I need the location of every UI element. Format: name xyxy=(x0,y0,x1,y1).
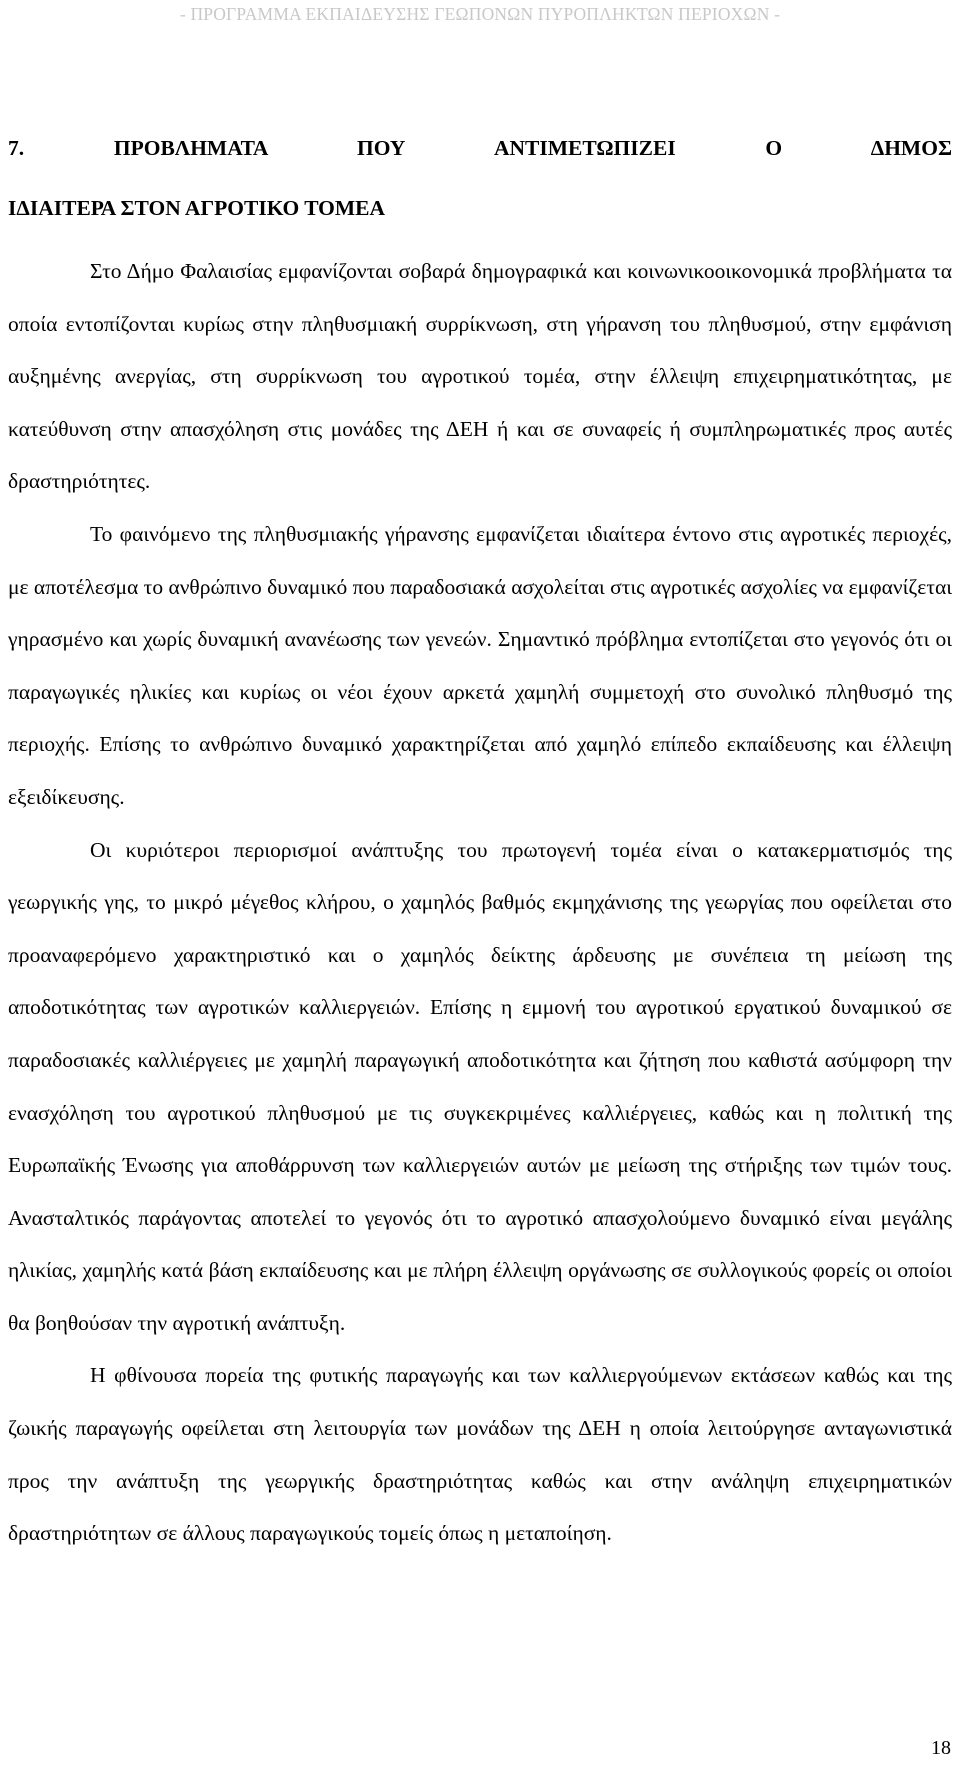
paragraph-1: Στο Δήμο Φαλαισίας εμφανίζονται σοβαρά δημογραφικά και κοινωνικοοικονομικά προβλήματα τα οποία εντοπίζονται κυρίως στην πληθυσμιακή συρρίκνωση, στη γήρανση του πληθυσμού, στην εμφάνιση αυξημένης ανεργίας, στη συρρίκνωση του αγροτικού τομέα, στην έλλειψη επιχειρηματικότητας, με κατεύθυνση στην απασχόληση στις μονάδες της ΔΕΗ ή και σε συναφείς ή συμπληρωματικές προς αυτές δραστηριότητες. xyxy=(8,259,952,494)
section-heading-line-2: ΙΔΙΑΙΤΕΡΑ ΣΤΟΝ ΑΓΡΟΤΙΚΟ ΤΟΜΕΑ xyxy=(8,196,386,220)
section-heading-line-1: 7. ΠΡΟΒΛΗΜΑΤΑ ΠΟΥ ΑΝΤΙΜΕΤΩΠΙΖΕΙ Ο ΔΗΜΟΣ xyxy=(8,136,952,160)
paragraph-2: Το φαινόμενο της πληθυσμιακής γήρανσης εμφανίζεται ιδιαίτερα έντονο στις αγροτικές περιοχές, με αποτέλεσμα το ανθρώπινο δυναμικό που παραδοσιακά ασχολείται στις αγροτικές ασχολίες να εμφανίζεται γηρασμένο και χωρίς δυναμική ανανέωσης των γενεών. Σημαντικό πρόβλημα εντοπίζεται στο γεγονός ότι οι παραγωγικές ηλικίες και κυρίως οι νέοι έχουν αρκετά χαμηλή συμμετοχή στο συνολικό πληθυσμό της περιοχής. Επίσης το ανθρώπινο δυναμικό χαρακτηρίζεται από χαμηλό επίπεδο εκπαίδευσης και έλλειψη εξειδίκευσης. xyxy=(8,521,953,809)
paragraph-4: Η φθίνουσα πορεία της φυτικής παραγωγής και των καλλιεργούμενων εκτάσεων καθώς και της ζωικής παραγωγής οφείλεται στη λειτουργία των μονάδων της ΔΕΗ η οποία λειτούργησε ανταγωνιστικά προς την ανάπτυξη της γεωργικής δραστηριότητας καθώς και στην ανάληψη επιχειρηματικών δραστηριότητων σε άλλους παραγωγικούς τομείς όπως η μεταποίηση. xyxy=(8,1363,952,1546)
page-number: 18 xyxy=(931,1737,951,1759)
running-header: - ΠΡΟΓΡΑΜΜΑ ΕΚΠΑΙΔΕΥΣΗΣ ΓΕΩΠΟΝΩΝ ΠΥΡΟΠΛΗΚΤΩΝ ΠΕΡΙΟΧΩΝ - xyxy=(179,4,781,24)
page-content xyxy=(8,118,952,1560)
paragraph-3: Οι κυριότεροι περιορισμοί ανάπτυξης του πρωτογενή τομέα είναι ο κατακερματισμός της γεωργικής γης, το μικρό μέγεθος κλήρου, ο χαμηλός βαθμός εκμηχάνισης της γεωργίας που οφείλεται στο προαναφερόμενο χαρακτηριστικό και ο χαμηλός δείκτης άρδευσης με συνέπεια τη μείωση της αποδοτικότητας των αγροτικών καλλιεργειών. Επίσης η εμμονή του αγροτικού εργατικού δυναμικού σε παραδοσιακές καλλιέργειες με χαμηλή παραγωγική αποδοτικότητα και ζήτηση που καθιστά ασύμφορη την ενασχόληση του αγροτικού πληθυσμού με τις συγκεκριμένες καλλιέργειες, καθώς και η πολιτική της Ευρωπαϊκής Ένωσης για αποθάρρυνση των καλλιεργειών αυτών με μείωση της στήριξης των τιμών τους. Ανασταλτικός παράγοντας αποτελεί το γεγονός ότι το αγροτικό απασχολούμενο δυναμικό είναι μεγάλης ηλικίας, χαμηλής κατά βάση εκπαίδευσης και με πλήρη έλλειψη οργάνωσης σε συλλογικούς φορείς οι οποίοι θα βοηθούσαν την αγροτική ανάπτυξη. xyxy=(8,837,952,1335)
